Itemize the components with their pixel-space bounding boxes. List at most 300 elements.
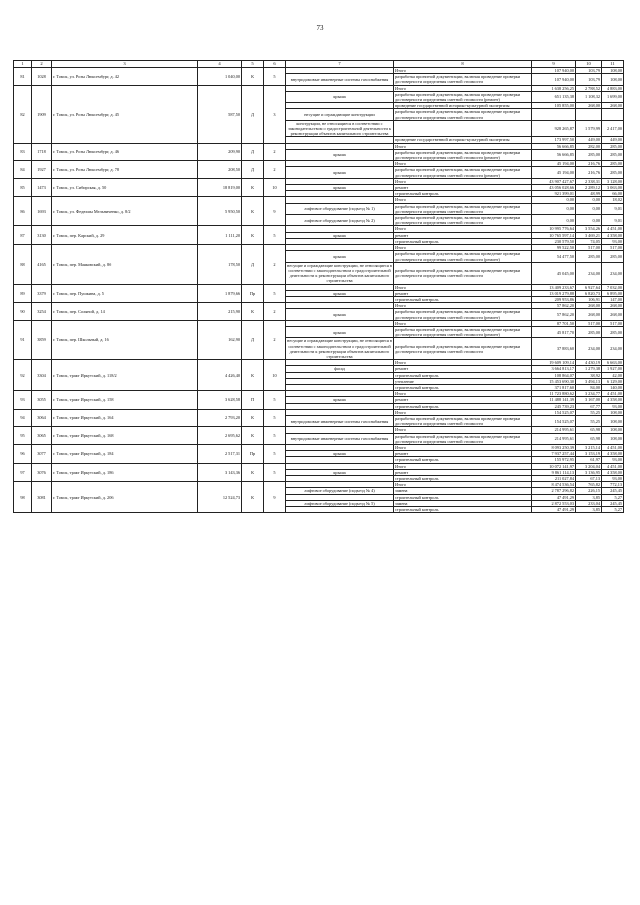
- house-category: Д: [242, 85, 264, 143]
- house-category: К: [242, 482, 264, 513]
- work-sum: 47 491,29: [532, 494, 576, 500]
- work-description: Итого: [394, 85, 532, 91]
- work-type: крыша: [286, 251, 394, 262]
- work-rate: 55,25: [576, 409, 602, 415]
- work-sum: 7 937 257,44: [532, 451, 576, 457]
- work-max-rate: 4 358,00: [602, 469, 624, 475]
- work-max-rate: 108,00: [602, 409, 624, 415]
- work-sum: 43 056 028,66: [532, 185, 576, 191]
- work-description: Итого: [394, 303, 532, 309]
- work-max-rate: 9,01: [602, 203, 624, 214]
- work-max-rate: 4 451,00: [602, 463, 624, 469]
- house-address: г. Томск, пер. Карский, д. 29: [52, 226, 198, 245]
- work-rate: [576, 109, 602, 120]
- work-description: Итого: [394, 391, 532, 397]
- column-header: 6: [264, 61, 286, 68]
- row-number: 94: [14, 409, 32, 427]
- work-type: фасад: [286, 366, 394, 372]
- work-type: крыша: [286, 469, 394, 475]
- work-sum: 0,00: [532, 203, 576, 214]
- work-sum: 45 045,00: [532, 262, 576, 284]
- work-max-rate: 245,45: [602, 488, 624, 494]
- work-max-rate: 1 699,00: [602, 91, 624, 102]
- work-type: лифтовое оборудование (подъезд № 5): [286, 500, 394, 506]
- work-description: разработка проектной документации, включая проведение проверки достоверности определения сметной стоимости: [394, 338, 532, 360]
- work-sum: 371 817,60: [532, 384, 576, 390]
- work-rate: 268,00: [576, 103, 602, 109]
- work-description: Итого: [394, 427, 532, 433]
- work-type: крыша: [286, 451, 394, 457]
- work-sum: 13 019 279,88: [532, 290, 576, 296]
- work-rate: 2 289,12: [576, 185, 602, 191]
- work-rate: 84,00: [576, 384, 602, 390]
- work-sum: 651 135,38: [532, 91, 576, 102]
- work-description: Итого: [394, 197, 532, 203]
- house-category: Пр: [242, 284, 264, 303]
- work-rate: 0,00: [576, 203, 602, 214]
- work-description: разработка проектной документации, включая проведение проверки достоверности определения сметной стоимости: [394, 203, 532, 214]
- house-address: г. Томск, ул. Федюшы Мельниченко, д. 8/2: [52, 197, 198, 226]
- column-header: 10: [576, 61, 602, 68]
- work-max-rate: 140,00: [602, 384, 624, 390]
- work-description: ремонт: [394, 366, 532, 372]
- work-description: строительный контроль: [394, 191, 532, 197]
- work-type: крыша: [286, 185, 394, 191]
- work-rate: 765,82: [576, 482, 602, 488]
- work-description: разработка проектной документации, включая проведение проверки достоверности определения сметной стоимости (ремонт): [394, 251, 532, 262]
- work-sum: 19 609 109,14: [532, 360, 576, 366]
- row-number: 96: [14, 445, 32, 464]
- work-description: разработка проектной документации, включая проведение проверки достоверности определения сметной стоимости (ремонт): [394, 91, 532, 102]
- work-rate: 3,85: [576, 507, 602, 513]
- work-max-rate: 5,27: [602, 507, 624, 513]
- work-description: ремонт: [394, 469, 532, 475]
- house-code: 4165: [32, 245, 52, 284]
- work-max-rate: 4 451,00: [602, 226, 624, 232]
- house-floors: 9: [264, 482, 286, 513]
- work-rate: 103,79: [576, 74, 602, 85]
- house-floors: 2: [264, 320, 286, 359]
- row-number: 97: [14, 463, 32, 482]
- work-description: [394, 120, 532, 137]
- work-rate: 65,98: [576, 427, 602, 433]
- row-number: 93: [14, 391, 32, 410]
- work-type: внутридомовые инженерные системы газоснабжения: [286, 415, 394, 426]
- work-rate: 3 554,26: [576, 226, 602, 232]
- work-sum: 9 861 114,13: [532, 469, 576, 475]
- work-description: разработка проектной документации, включая проведение проверки достоверности определения сметной стоимости (ремонт): [394, 309, 532, 320]
- work-description: строительный контроль: [394, 238, 532, 244]
- work-sum: 107 940,00: [532, 74, 576, 85]
- house-address: г. Томск, тракт Иркутский, д. 158: [52, 391, 198, 410]
- work-rate: 3 204,04: [576, 463, 602, 469]
- work-type: [286, 507, 394, 513]
- work-sum: 921 399,01: [532, 191, 576, 197]
- work-description: Итого: [394, 482, 532, 488]
- work-description: Итого: [394, 409, 532, 415]
- work-description: Итого: [394, 161, 532, 167]
- work-description: ремонт: [394, 451, 532, 457]
- work-max-rate: 517,00: [602, 245, 624, 251]
- work-rate: 234,00: [576, 262, 602, 284]
- house-floors: 9: [264, 197, 286, 226]
- work-sum: 13 409 233,67: [532, 284, 576, 290]
- work-description: строительный контроль: [394, 494, 532, 500]
- work-max-rate: 108,00: [602, 74, 624, 85]
- work-rate: 2 788,52: [576, 85, 602, 91]
- work-sum: 0,00: [532, 215, 576, 226]
- work-type: крыша: [286, 290, 394, 296]
- house-floors: 3: [264, 85, 286, 143]
- work-sum: 11 488 141,39: [532, 397, 576, 403]
- house-address: г. Томск, тракт Иркутский, д. 168: [52, 427, 198, 445]
- row-number: 91: [14, 320, 32, 359]
- column-header: 11: [602, 61, 624, 68]
- house-category: К: [242, 197, 264, 226]
- work-sum: 108 864,07: [532, 372, 576, 378]
- house-floors: 5: [264, 284, 286, 303]
- work-rate: 61,97: [576, 457, 602, 463]
- house-category: К: [242, 68, 264, 86]
- work-rate: 55,25: [576, 415, 602, 426]
- work-max-rate: 6 663,00: [602, 360, 624, 366]
- work-description: строительный контроль: [394, 403, 532, 409]
- house-area: 178,50: [198, 245, 242, 284]
- house-category: Д: [242, 245, 264, 284]
- house-category: Д: [242, 143, 264, 161]
- work-sum: 10 765 597,14: [532, 232, 576, 238]
- house-area: 5 950,50: [198, 197, 242, 226]
- house-code: 1693: [32, 197, 52, 226]
- work-type: лифтовое оборудование (подъезд № 1): [286, 203, 394, 214]
- work-rate: 6 820,73: [576, 290, 602, 296]
- work-description: ремонт: [394, 290, 532, 296]
- work-sum: 154 525,07: [532, 415, 576, 426]
- house-area: 2 793,20: [198, 409, 242, 427]
- work-description: Итого: [394, 360, 532, 366]
- work-sum: 928 265,87: [532, 120, 576, 137]
- column-header: 5: [242, 61, 264, 68]
- house-code: 3130: [32, 226, 52, 245]
- work-description: разработка проектной документации, включая проведение проверки достоверности определения сметной стоимости: [394, 109, 532, 120]
- work-max-rate: 108,00: [602, 415, 624, 426]
- work-description: Итого: [394, 226, 532, 232]
- work-rate: 285,00: [576, 251, 602, 262]
- work-sum: 3 664 813,17: [532, 366, 576, 372]
- work-max-rate: 268,00: [602, 303, 624, 309]
- house-area: 162,90: [198, 320, 242, 359]
- house-area: 3 628,58: [198, 391, 242, 410]
- house-category: К: [242, 303, 264, 321]
- house-code: 3077: [32, 445, 52, 464]
- work-sum: 37 883,60: [532, 338, 576, 360]
- work-rate: 1 108,32: [576, 91, 602, 102]
- work-rate: 3,85: [576, 494, 602, 500]
- work-description: проведение государственной историко-культурной экспертизы: [394, 103, 532, 109]
- work-rate: 0,00: [576, 215, 602, 226]
- row-number: 89: [14, 284, 32, 303]
- header-row: [14, 61, 624, 68]
- work-max-rate: [602, 109, 624, 120]
- work-description: строительный контроль: [394, 476, 532, 482]
- work-max-rate: 285,00: [602, 149, 624, 160]
- work-type: несущие и ограждающие конструкции: [286, 109, 394, 120]
- work-type: крыша: [286, 232, 394, 238]
- work-type: несущие и ограждающие конструкции, не относящиеся в соответствии с законодательством о градостроительной деятельности к реконструкции объектов капитального строительства: [287, 338, 392, 359]
- work-sum: 56 666,85: [532, 143, 576, 149]
- work-rate: 233,04: [576, 500, 602, 506]
- column-header: 4: [198, 61, 242, 68]
- work-rate: 67,13: [576, 476, 602, 482]
- house-category: Пр: [242, 445, 264, 464]
- work-sum: 155 972,95: [532, 457, 576, 463]
- work-rate: 517,00: [576, 320, 602, 326]
- work-rate: 268,00: [576, 309, 602, 320]
- work-description: разработка проектной документации, включая проведение проверки достоверности определения сметной стоимости: [394, 262, 532, 284]
- work-sum: 173 997,50: [532, 137, 576, 143]
- house-category: Д: [242, 161, 264, 179]
- house-code: 3055: [32, 391, 52, 410]
- house-address: г. Томск, пер. Пушкина, д. 5: [52, 284, 198, 303]
- house-code: 3064: [32, 409, 52, 427]
- work-sum: 214 995,61: [532, 433, 576, 444]
- work-description: строительный контроль: [394, 507, 532, 513]
- house-address: г. Томск, ул. Розы Люксембург, д. 42: [52, 68, 198, 86]
- house-address: г. Томск, тракт Иркутский, д. 206: [52, 482, 198, 513]
- work-max-rate: 449,00: [602, 137, 624, 143]
- row-number: 88: [14, 245, 32, 284]
- work-max-rate: 245,45: [602, 500, 624, 506]
- work-description: разработка проектной документации, включая проведение проверки достоверности определения сметной стоимости (ремонт): [394, 326, 532, 337]
- house-floors: 5: [264, 391, 286, 410]
- work-type: внутридомовые инженерные системы газоснабжения: [286, 74, 394, 85]
- row-number: 87: [14, 226, 32, 245]
- work-description: строительный контроль: [394, 457, 532, 463]
- work-description: разработка проектной документации, включая проведение проверки достоверности определения сметной стоимости (ремонт): [394, 167, 532, 178]
- work-max-rate: 4 358,00: [602, 397, 624, 403]
- house-floors: 2: [264, 161, 286, 179]
- work-rate: 103,79: [576, 68, 602, 74]
- house-code: 3304: [32, 360, 52, 391]
- work-description: разработка проектной документации, включая проведение проверки достоверности определения сметной стоимости: [394, 433, 532, 444]
- work-description: Итого: [394, 68, 532, 74]
- house-code: 1473: [32, 178, 52, 197]
- row-number: 86: [14, 197, 32, 226]
- work-max-rate: 93,00: [602, 457, 624, 463]
- work-rate: 3 215,14: [576, 445, 602, 451]
- work-sum: 2 872 553,03: [532, 500, 576, 506]
- work-max-rate: 6 129,00: [602, 378, 624, 384]
- work-max-rate: 9,01: [602, 215, 624, 226]
- column-header: 8: [394, 61, 532, 68]
- work-sum: 10 995 776,64: [532, 226, 576, 232]
- work-max-rate: 285,00: [602, 143, 624, 149]
- work-sum: 11 723 880,62: [532, 391, 576, 397]
- work-rate: 234,00: [576, 338, 602, 360]
- work-sum: 214 995,61: [532, 427, 576, 433]
- house-code: 3379: [32, 284, 52, 303]
- house-category: К: [242, 226, 264, 245]
- work-max-rate: 4 451,00: [602, 445, 624, 451]
- work-max-rate: 7 032,00: [602, 284, 624, 290]
- work-max-rate: 108,00: [602, 68, 624, 74]
- work-sum: 99 522,50: [532, 245, 576, 251]
- row-number: 98: [14, 482, 32, 513]
- work-rate: 6 927,64: [576, 284, 602, 290]
- work-max-rate: 4 883,00: [602, 85, 624, 91]
- house-address: г. Томск, ул. Розы Люксембург, д. 78: [52, 161, 198, 179]
- house-floors: 10: [264, 178, 286, 197]
- house-address: г. Томск, тракт Иркутский, д. 118/2: [52, 360, 198, 391]
- house-area: 18 819,00: [198, 178, 242, 197]
- work-max-rate: 93,00: [602, 476, 624, 482]
- work-sum: [532, 109, 576, 120]
- work-max-rate: 2 417,00: [602, 120, 624, 137]
- work-max-rate: 3 128,00: [602, 178, 624, 184]
- row-number: 85: [14, 178, 32, 197]
- work-max-rate: 108,00: [602, 433, 624, 444]
- work-max-rate: 3 063,00: [602, 185, 624, 191]
- house-address: г. Томск, тракт Иркутский, д. 164: [52, 409, 198, 427]
- work-rate: 216,76: [576, 161, 602, 167]
- work-max-rate: 285,00: [602, 326, 624, 337]
- house-code: 1909: [32, 85, 52, 143]
- house-category: К: [242, 463, 264, 482]
- work-type: внутридомовые инженерные системы газоснабжения: [286, 433, 394, 444]
- house-code: 3081: [32, 482, 52, 513]
- work-type: лифтовое оборудование (подъезд № 2): [286, 215, 394, 226]
- house-address: г. Томск, пер. Школьный, д. 16: [52, 320, 198, 359]
- work-sum: 2 787 296,82: [532, 488, 576, 494]
- work-description: ремонт: [394, 232, 532, 238]
- work-max-rate: 147,00: [602, 296, 624, 302]
- work-sum: 15 453 690,30: [532, 378, 576, 384]
- work-sum: 211 027,84: [532, 476, 576, 482]
- house-address: г. Томск, пер. Маяковский, д. 8б: [52, 245, 198, 284]
- house-floors: 5: [264, 445, 286, 464]
- work-rate: 282,00: [576, 143, 602, 149]
- work-max-rate: 6 895,00: [602, 290, 624, 296]
- work-description: утепление: [394, 378, 532, 384]
- work-rate: 48,99: [576, 191, 602, 197]
- work-rate: 268,00: [576, 303, 602, 309]
- work-max-rate: 93,00: [602, 238, 624, 244]
- work-max-rate: 517,00: [602, 320, 624, 326]
- house-floors: 5: [264, 409, 286, 427]
- work-sum: 56 666,85: [532, 149, 576, 160]
- work-type: крыша: [286, 309, 394, 320]
- work-sum: 54 477,50: [532, 251, 576, 262]
- work-sum: 245 739,23: [532, 403, 576, 409]
- house-code: 3254: [32, 303, 52, 321]
- house-category: Д: [242, 320, 264, 359]
- work-description: замена: [394, 488, 532, 494]
- work-type: крыша: [286, 91, 394, 102]
- work-description: Итого: [394, 320, 532, 326]
- work-max-rate: 66,00: [602, 191, 624, 197]
- house-category: К: [242, 360, 264, 391]
- work-rate: 3 494,13: [576, 378, 602, 384]
- house-area: 2 517,31: [198, 445, 242, 464]
- house-address: г. Томск, пер. Соляной, д. 14: [52, 303, 198, 321]
- house-area: 209,90: [198, 143, 242, 161]
- house-area: 587,50: [198, 85, 242, 143]
- house-address: г. Томск, тракт Иркутский, д. 184: [52, 445, 198, 464]
- house-floors: 2: [264, 143, 286, 161]
- work-max-rate: 108,00: [602, 427, 624, 433]
- column-header: 7: [286, 61, 394, 68]
- work-rate: 285,00: [576, 149, 602, 160]
- work-description: разработка проектной документации, включая проведение проверки достоверности определения сметной стоимости: [394, 74, 532, 85]
- work-sum: 154 525,07: [532, 409, 576, 415]
- work-type: крыша: [286, 167, 394, 178]
- work-description: проведение государственной историко-культурной экспертизы: [394, 137, 532, 143]
- house-floors: 5: [264, 427, 286, 445]
- work-description: ремонт: [394, 185, 532, 191]
- work-sum: 8 093 250,39: [532, 445, 576, 451]
- house-area: 1 111,20: [198, 226, 242, 245]
- house-area: 3 143,36: [198, 463, 242, 482]
- house-area: 215,90: [198, 303, 242, 321]
- work-description: разработка проектной документации, включая проведение проверки достоверности определения сметной стоимости: [394, 215, 532, 226]
- work-description: Итого: [394, 445, 532, 451]
- house-area: 1 879,66: [198, 284, 242, 303]
- house-category: К: [242, 409, 264, 427]
- work-description: разработка проектной документации, включая проведение проверки достоверности определения сметной стоимости (ремонт): [394, 149, 532, 160]
- work-rate: 67,77: [576, 403, 602, 409]
- work-rate: 0,00: [576, 197, 602, 203]
- row-number: 83: [14, 143, 32, 161]
- house-area: 12 524,73: [198, 482, 242, 513]
- work-rate: 517,00: [576, 245, 602, 251]
- row-number: 90: [14, 303, 32, 321]
- page-number: 73: [316, 24, 324, 32]
- house-floors: 5: [264, 68, 286, 86]
- row-number: 95: [14, 427, 32, 445]
- work-rate: 3 136,95: [576, 469, 602, 475]
- work-description: разработка проектной документации, включая проведение проверки достоверности определения сметной стоимости: [394, 415, 532, 426]
- work-sum: 105 855,00: [532, 103, 576, 109]
- work-sum: 1 638 256,25: [532, 85, 576, 91]
- work-description: замена: [394, 500, 532, 506]
- work-description: Итого: [394, 284, 532, 290]
- work-sum: 209 953,86: [532, 296, 576, 302]
- house-area: 208,50: [198, 161, 242, 179]
- work-rate: 285,00: [576, 326, 602, 337]
- house-category: К: [242, 178, 264, 197]
- house-floors: 2: [264, 245, 286, 284]
- work-sum: 8 474 536,54: [532, 482, 576, 488]
- work-rate: 226,15: [576, 488, 602, 494]
- house-address: г. Томск, тракт Иркутский, д. 186: [52, 463, 198, 482]
- work-rate: 216,76: [576, 167, 602, 178]
- work-max-rate: 772,13: [602, 482, 624, 488]
- work-sum: 0,00: [532, 197, 576, 203]
- work-type: крыша: [286, 397, 394, 403]
- house-floors: 10: [264, 360, 286, 391]
- work-max-rate: 5,27: [602, 494, 624, 500]
- house-address: г. Томск, ул. Розы Люксембург, д. 46: [52, 143, 198, 161]
- house-code: 1718: [32, 143, 52, 161]
- work-sum: 10 072 141,97: [532, 463, 576, 469]
- work-description: строительный контроль: [394, 384, 532, 390]
- work-rate: 3 153,19: [576, 451, 602, 457]
- house-code: 3859: [32, 320, 52, 359]
- house-address: г. Томск, ул. Розы Люксембург, д. 45: [52, 85, 198, 143]
- row-number: 81: [14, 68, 32, 86]
- work-type: крыша: [286, 149, 394, 160]
- column-header: 1: [14, 61, 32, 68]
